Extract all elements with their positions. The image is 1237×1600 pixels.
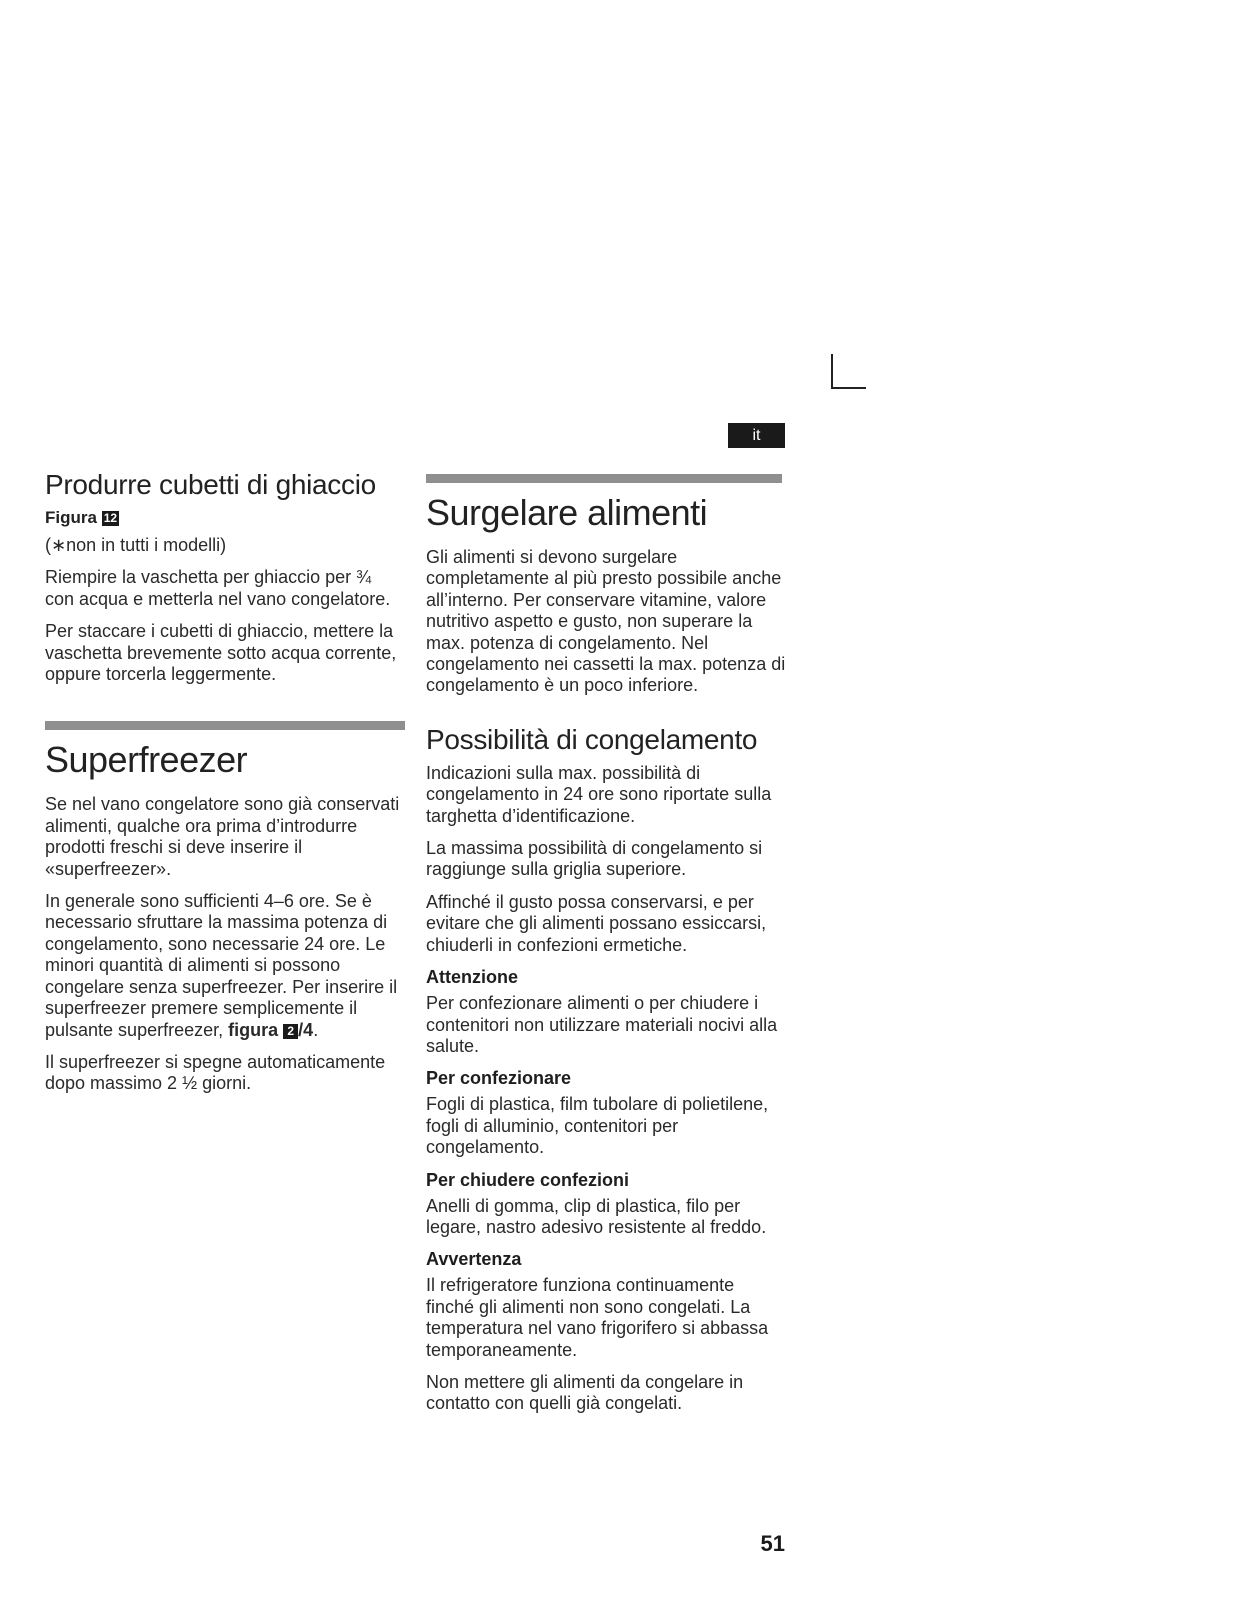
figure-label: Figura [45,508,97,527]
crop-mark [831,354,866,389]
packaging-heading: Per confezionare [426,1068,572,1089]
paragraph-end: . [313,1019,319,1040]
left-column [45,468,405,1106]
superfreezer-paragraph-2 [45,891,405,1041]
superfreezer-heading: Superfreezer [45,739,248,781]
language-tab: it [728,423,785,448]
superfreezer-paragraph-1: Se nel vano congelatore sono già conservati alimenti, qualche ora prima d’introdurre prodotti freschi si deve inserire il «superfreezer». [45,794,400,879]
right-column [426,468,786,1426]
page-number: 51 [760,1531,785,1556]
superfreezer-paragraph-3: Il superfreezer si spegne automaticamente dopo massimo 2 ½ giorni. [45,1051,386,1094]
models-note: (∗non in tutti i modelli) [45,535,227,555]
attention-text: Per confezionare alimenti o per chiudere i contenitori non utilizzare materiali nocivi alla salute. [426,993,778,1056]
capacity-heading: Possibilità di congelamento [426,723,758,755]
ice-paragraph-2: Per staccare i cubetti di ghiaccio, mettere la vaschetta brevemente sotto acqua corrente, oppure torcerla leggermente. [45,621,397,685]
freezing-heading: Surgelare alimenti [426,492,708,533]
attention-heading: Attenzione [426,967,518,988]
ice-paragraph-1: Riempire la vaschetta per ghiaccio per ¾ con acqua e metterla nel vano congelatore. [45,567,391,609]
capacity-paragraph-1: Indicazioni sulla max. possibilità di congelamento in 24 ore sono riportate sulla targhetta d’identificazione. [426,762,772,826]
ice-cubes-section [45,468,405,685]
closing-heading: Per chiudere confezioni [426,1169,630,1190]
figure-number-badge: 12 [103,511,118,525]
warning-text: Il refrigeratore funziona continuamente finché gli alimenti non sono congelati. La temperatura nel vano frigorifero si abbassa temporaneamente. [426,1275,769,1360]
figure-number-badge: 2 [283,1024,298,1039]
capacity-paragraph-2: La massima possibilità di congelamento si raggiunge sulla griglia superiore. [426,838,763,880]
ice-cubes-heading: Produrre cubetti di ghiaccio [45,469,376,500]
final-paragraph: Non mettere gli alimenti da congelare in contatto con quelli già congelati. [426,1371,744,1414]
packaging-text: Fogli di plastica, film tubolare di polietilene, fogli di alluminio, contenitori per congelamento. [426,1094,769,1158]
superfreezer-section [45,740,405,1094]
freezing-section [426,493,786,697]
capacity-paragraph-3: Affinché il gusto possa conservarsi, e per evitare che gli alimenti possano essiccarsi, chiuderli in confezioni ermetiche. [426,891,767,955]
warning-heading: Avvertenza [426,1249,522,1270]
section-rule [426,474,782,483]
figure-reference [45,508,405,528]
capacity-section [426,723,786,1415]
closing-text: Anelli di gomma, clip di plastica, filo per legare, nastro adesivo resistente al freddo. [426,1195,767,1237]
figure-link-suffix: /4 [298,1019,314,1040]
section-rule [45,721,405,730]
superfreezer-paragraph-2-text: In generale sono sufficienti 4–6 ore. Se è necessario sfruttare la massima potenza di congelamento, sono necessarie 24 ore. Le minori quantità di alimenti si possono congelare senza superfreezer. Per inserire il superfreezer premere semplicemente il pulsante superfreezer, [45,891,398,1040]
figure-link-label: figura [228,1019,279,1040]
freezing-paragraph: Gli alimenti si devono surgelare completamente al più presto possibile anche all’interno. Per conservare vitamine, valore nutritivo aspetto e gusto, non superare la max. potenza di congelamento. Nel congelamento nei cassetti la max. potenza di congelamento è un poco inferiore. [426,547,786,696]
